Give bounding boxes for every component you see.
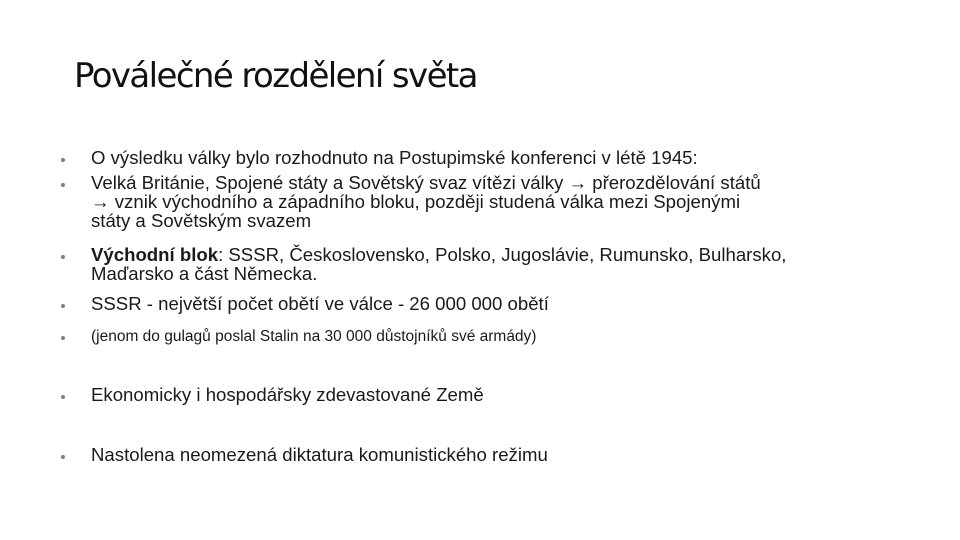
bullet-text: SSSR - největší počet obětí ve válce - 26 000 000 obětí <box>91 293 549 314</box>
bullet-item <box>91 244 920 284</box>
bullet-dot-icon <box>61 183 65 187</box>
bullet-text: Ekonomicky i hospodářsky zdevastované Země <box>91 384 484 405</box>
bullet-text-continuation: Maďarsko a část Německa. <box>91 263 318 284</box>
bullet-text: Nastolena neomezená diktatura komunistického režimu <box>91 444 548 465</box>
bullet-item <box>91 384 920 405</box>
bullet-dot-icon <box>61 455 65 459</box>
bullet-text-rest: : SSSR, Československo, Polsko, Jugoslávie, Rumunsko, Bulharsko, <box>218 244 787 265</box>
bullet-dot-icon <box>61 395 65 399</box>
slide-title: Poválečné rozdělení světa <box>74 56 477 96</box>
bullet-dot-icon <box>61 304 65 308</box>
bullet-dot-icon <box>61 158 65 162</box>
bullet-item <box>91 293 920 314</box>
bullet-text <box>91 244 920 265</box>
bullet-dot-icon <box>61 336 65 340</box>
bullet-text: O výsledku války bylo rozhodnuto na Postupimské konferenci v létě 1945: <box>91 147 698 168</box>
bullet-text: (jenom do gulagů poslal Stalin na 30 000 důstojníků své armády) <box>91 328 537 345</box>
bullet-item <box>91 444 920 465</box>
bullet-dot-icon <box>61 255 65 259</box>
bullet-text-continuation: → vznik východního a západního bloku, později studená válka mezi Spojenými <box>91 191 741 212</box>
bullet-text: Velká Británie, Spojené státy a Sovětský svaz vítězi války → přerozdělování států <box>91 172 761 193</box>
bullet-item <box>91 147 920 168</box>
bullet-text-continuation: státy a Sovětským svazem <box>91 210 312 231</box>
bullet-item <box>91 326 920 347</box>
bullet-bold-term: Východní blok <box>91 244 219 265</box>
bullet-item <box>91 172 920 231</box>
